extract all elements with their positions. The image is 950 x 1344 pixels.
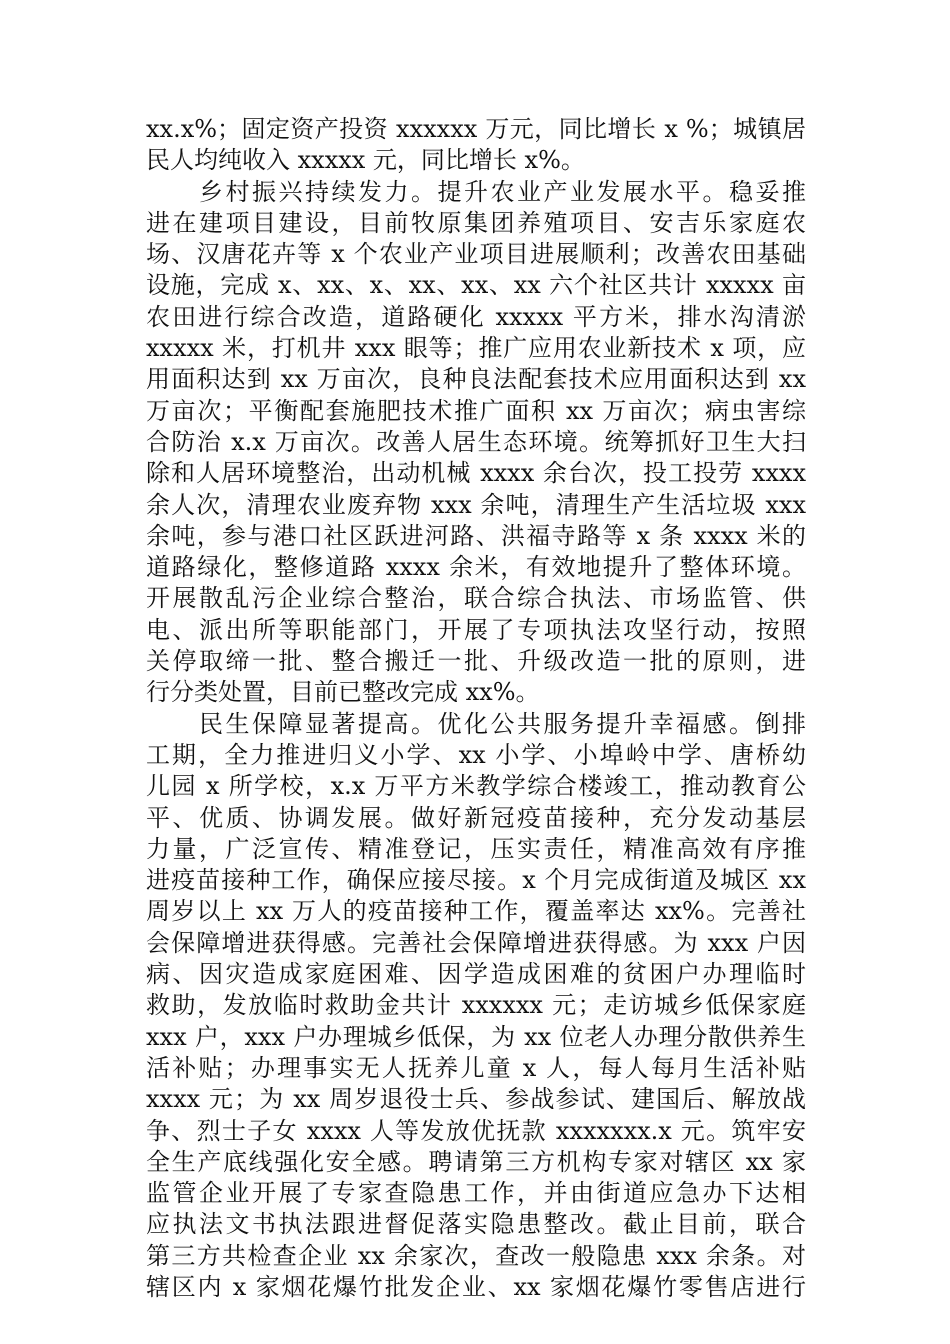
text-line: 活补贴；办理事实无人抚养儿童 x 人，每人每月生活补贴 — [146, 1053, 806, 1082]
text-line: 争、烈士子女 xxxx 人等发放优抚款 xxxxxxx.x 元。筑牢安 — [146, 1116, 806, 1145]
text-line: 合防治 x.x 万亩次。改善人居生态环境。统筹抓好卫生大扫 — [146, 427, 806, 456]
text-line: 道路绿化，整修道路 xxxx 余米，有效地提升了整体环境。 — [146, 553, 806, 582]
text-line: 会保障增进获得感。完善社会保障增进获得感。为 xxx 户因 — [146, 928, 806, 957]
text-line: 开展散乱污企业综合整治，联合综合执法、市场监管、供 — [146, 584, 806, 613]
text-line: 救助，发放临时救助金共计 xxxxxx 元；走访城乡低保家庭 — [146, 991, 806, 1020]
text-line: 余吨，参与港口社区跃进河路、洪福寺路等 x 条 xxxx 米的 — [146, 521, 806, 550]
text-line: 力量，广泛宣传、精准登记，压实责任，精准高效有序推 — [146, 834, 806, 863]
text-line: 余人次，清理农业废弃物 xxx 余吨，清理生产生活垃圾 xxx — [146, 490, 806, 519]
text-line: 乡村振兴持续发力。提升农业产业发展水平。稳妥推 — [146, 177, 806, 206]
text-line: 用面积达到 xx 万亩次，良种良法配套技术应用面积达到 xx — [146, 365, 806, 394]
text-line: xxxxx 米，打机井 xxx 眼等；推广应用农业新技术 x 项，应 — [146, 334, 806, 363]
text-line: 全生产底线强化安全感。聘请第三方机构专家对辖区 xx 家 — [146, 1147, 806, 1176]
text-line: 工期，全力推进归义小学、xx 小学、小埠岭中学、唐桥幼 — [146, 740, 806, 769]
text-line: xx.x%；固定资产投资 xxxxxx 万元，同比增长 x %；城镇居 — [146, 115, 806, 143]
text-line: 儿园 x 所学校，x.x 万平方米教学综合楼竣工，推动教育公 — [146, 772, 806, 801]
text-line: 平、优质、协调发展。做好新冠疫苗接种，充分发动基层 — [146, 803, 806, 832]
text-line: 万亩次；平衡配套施肥技术推广面积 xx 万亩次；病虫害综 — [146, 396, 806, 425]
text-line: 辖区内 x 家烟花爆竹批发企业、xx 家烟花爆竹零售店进行 — [146, 1272, 806, 1301]
text-line: 民生保障显著提高。优化公共服务提升幸福感。倒排 — [146, 709, 806, 738]
text-line: 设施，完成 x、xx、x、xx、xx、xx 六个社区共计 xxxxx 亩 — [146, 271, 806, 300]
text-line: 除和人居环境整治，出动机械 xxxx 余台次，投工投劳 xxxx — [146, 459, 806, 488]
text-line: 第三方共检查企业 xx 余家次，查改一般隐患 xxx 余条。对 — [146, 1241, 806, 1270]
text-line: xxxx 元；为 xx 周岁退役士兵、参战参试、建国后、解放战 — [146, 1085, 806, 1114]
text-line: 关停取缔一批、整合搬迁一批、升级改造一批的原则，进 — [146, 647, 806, 676]
text-line: 场、汉唐花卉等 x 个农业产业项目进展顺利；改善农田基础 — [146, 240, 806, 269]
text-line: 行分类处置，目前已整改完成 xx%。 — [146, 678, 540, 707]
text-line: 电、派出所等职能部门，开展了专项执法攻坚行动，按照 — [146, 615, 806, 644]
text-line: 监管企业开展了专家查隐患工作，并由街道应急办下达相 — [146, 1179, 806, 1208]
text-line: 周岁以上 xx 万人的疫苗接种工作，覆盖率达 xx%。完善社 — [146, 897, 806, 926]
text-line: 进疫苗接种工作，确保应接尽接。x 个月完成街道及城区 xx — [146, 866, 806, 895]
text-line: 应执法文书执法跟进督促落实隐患整改。截止目前，联合 — [146, 1210, 806, 1239]
text-line: 进在建项目建设，目前牧原集团养殖项目、安吉乐家庭农 — [146, 208, 806, 237]
text-line: 农田进行综合改造，道路硬化 xxxxx 平方米，排水沟清淤 — [146, 302, 806, 331]
body-text — [146, 114, 806, 1303]
text-line: 病、因灾造成家庭困难、因学造成困难的贫困户办理临时 — [146, 960, 806, 989]
text-line: xxx 户，xxx 户办理城乡低保，为 xx 位老人办理分散供养生 — [146, 1022, 806, 1051]
text-line: 民人均纯收入 xxxxx 元，同比增长 x%。 — [146, 146, 585, 175]
